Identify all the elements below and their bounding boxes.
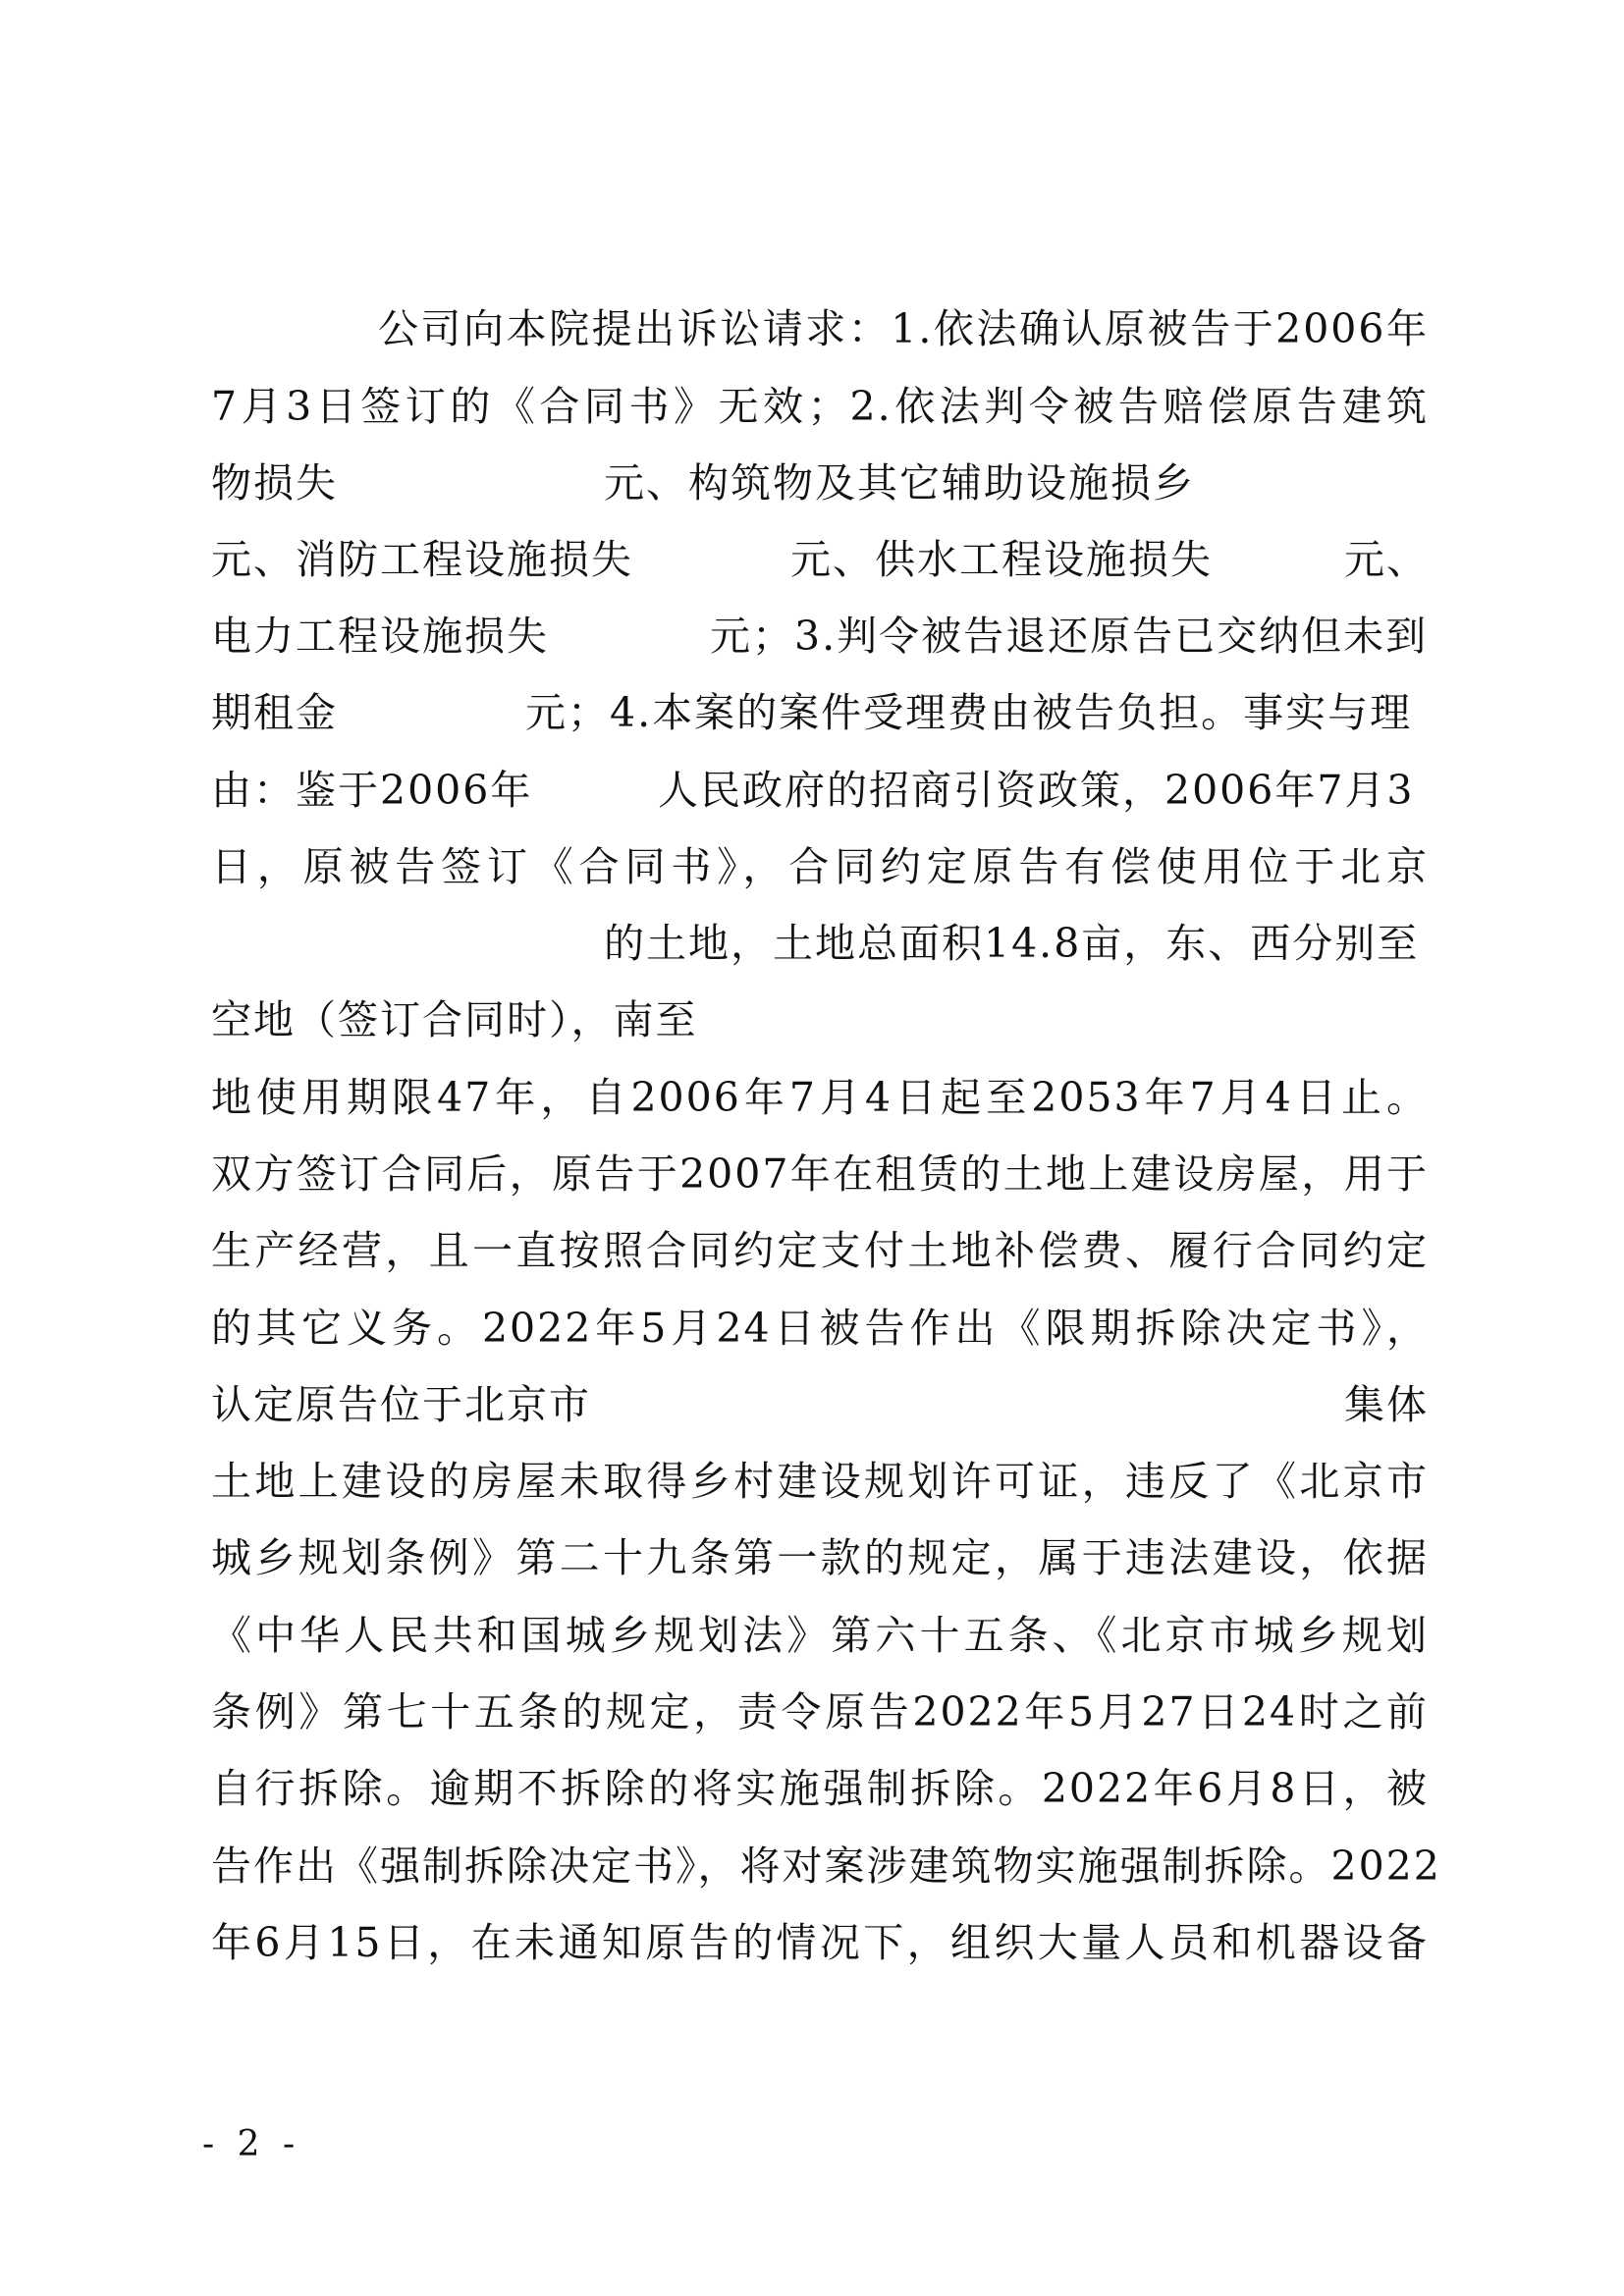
- text-line-16: [211, 1452, 1429, 1511]
- text-line-14: [211, 1299, 1429, 1358]
- line-segment: 集体: [1344, 1381, 1429, 1428]
- text-line-7: [211, 761, 1429, 820]
- text-line-19: [211, 1682, 1429, 1741]
- text-line-20: [211, 1759, 1429, 1818]
- line-segment: 的土地，土地总面积14.8亩，东、西分别至: [604, 920, 1420, 967]
- line-segment: 元；3.判令被告退还原告已交纳但未到: [710, 613, 1429, 660]
- line-text: 双方签订合同后，原告于2007年在租赁的土地上建设房屋，用于: [211, 1150, 1429, 1198]
- line-text: 告作出《强制拆除决定书》，将对案涉建筑物实施强制拆除。2022: [211, 1842, 1441, 1890]
- text-line-18: [211, 1606, 1429, 1665]
- line-text: 土地上建设的房屋未取得乡村建设规划许可证，违反了《北京市: [211, 1458, 1429, 1505]
- page-number: - 2 -: [202, 2124, 301, 2164]
- line-segment: 由：鉴于2006年: [211, 767, 533, 814]
- text-line-22: [211, 1913, 1429, 1972]
- text-line-12: [211, 1145, 1429, 1203]
- text-line-4: [211, 530, 1429, 589]
- text-line-21: [211, 1837, 1441, 1896]
- line-text: 年6月15日，在未通知原告的情况下，组织大量人员和机器设备: [211, 1919, 1429, 1966]
- text-line-1: [378, 299, 1429, 358]
- line-text: 自行拆除。逾期不拆除的将实施强制拆除。2022年6月8日，被: [211, 1765, 1429, 1812]
- line-segment: 空地（签订合同时），南至: [211, 996, 698, 1043]
- line-segment: 人民政府的招商引资政策，2006年7月3: [658, 767, 1415, 814]
- line-segment: 物损失: [211, 459, 338, 507]
- text-line-3: [211, 454, 1429, 512]
- line-text: 的其它义务。2022年5月24日被告作出《限期拆除决定书》，: [211, 1305, 1429, 1352]
- text-line-13: [211, 1221, 1429, 1280]
- text-line-6: [211, 683, 1429, 742]
- line-segment: 认定原告位于北京市: [211, 1381, 591, 1428]
- line-segment: 元、供水工程设施损失: [790, 536, 1213, 583]
- text-line-17: [211, 1528, 1429, 1587]
- text-line-10: [211, 990, 1429, 1049]
- line-text: 生产经营，且一直按照合同约定支付土地补偿费、履行合同约定: [211, 1227, 1429, 1274]
- line-text: 条例》第七十五条的规定，责令原告2022年5月27日24时之前: [211, 1688, 1429, 1735]
- text-line-11: [211, 1068, 1429, 1127]
- line-segment: 元、消防工程设施损失: [211, 536, 633, 583]
- line-text: 公司向本院提出诉讼请求：1.依法确认原被告于2006年: [378, 305, 1429, 352]
- line-segment: 元、: [1344, 536, 1429, 583]
- text-line-2: [211, 377, 1429, 436]
- line-segment: 期租金: [211, 689, 338, 736]
- text-line-8: [211, 837, 1429, 896]
- text-line-5: [211, 607, 1429, 666]
- text-line-9: [211, 914, 1429, 973]
- line-text: 7月3日签订的《合同书》无效；2.依法判令被告赔偿原告建筑: [211, 383, 1429, 430]
- line-segment: 元；4.本案的案件受理费由被告负担。事实与理: [525, 689, 1413, 736]
- line-segment: 元、构筑物及其它辅助设施损乡: [604, 459, 1195, 507]
- text-line-15: [211, 1375, 1429, 1434]
- line-text: 《中华人民共和国城乡规划法》第六十五条、《北京市城乡规划: [211, 1612, 1429, 1659]
- line-segment: 电力工程设施损失: [211, 613, 549, 660]
- line-text: 地使用期限47年，自2006年7月4日起至2053年7月4日止。: [211, 1074, 1429, 1121]
- line-text: 日，原被告签订《合同书》，合同约定原告有偿使用位于北京: [211, 843, 1429, 890]
- line-text: 城乡规划条例》第二十九条第一款的规定，属于违法建设，依据: [211, 1534, 1429, 1581]
